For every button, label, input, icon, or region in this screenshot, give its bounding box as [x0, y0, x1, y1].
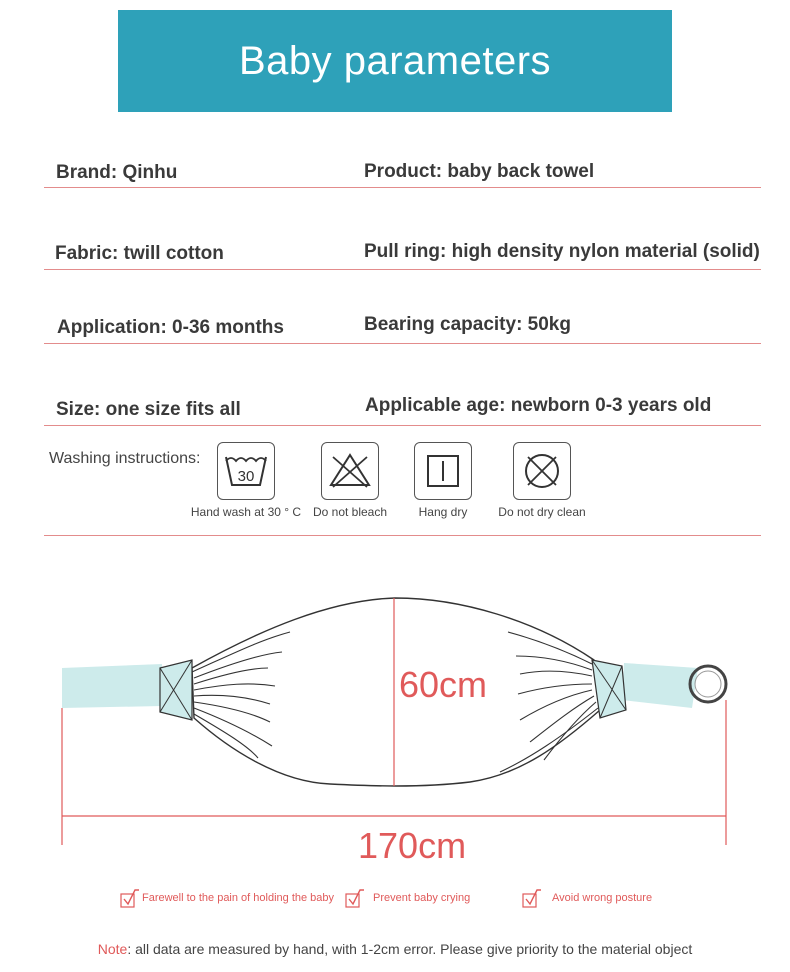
- wash-caption: Do not dry clean: [498, 505, 586, 519]
- page-title-banner: [118, 10, 672, 112]
- wash-caption: Hang dry: [418, 505, 468, 519]
- param-bearing-capacity: Bearing capacity: 50kg: [364, 314, 571, 335]
- param-applicable-age: Applicable age: newborn 0-3 years old: [365, 395, 712, 416]
- wash-item-do-not-bleach: [296, 442, 404, 519]
- benefit-item: [345, 888, 470, 908]
- right-strap: [622, 663, 698, 708]
- height-label: 60cm: [399, 664, 488, 705]
- pull-ring: [690, 666, 726, 702]
- benefit-label: Avoid wrong posture: [552, 892, 653, 904]
- param-application: Application: 0-36 months: [57, 317, 284, 338]
- note-text: : all data are measured by hand, with 1-2cm error. Please give priority to the material object: [127, 941, 693, 957]
- param-row: [44, 305, 761, 344]
- wash-caption: Hand wash at 30 ° C: [190, 505, 302, 519]
- left-strap: [62, 664, 162, 708]
- param-pull-ring: Pull ring: high density nylon material (solid): [364, 241, 760, 262]
- wash-caption: Do not bleach: [312, 505, 388, 519]
- checkbox-icon: [522, 888, 542, 908]
- measurement-note: [0, 941, 790, 957]
- left-buckle: [160, 660, 192, 720]
- note-prefix: Note: [97, 941, 128, 957]
- param-row: [44, 150, 761, 188]
- towel-body: [192, 598, 600, 786]
- benefit-label: Prevent baby crying: [373, 892, 471, 904]
- do-not-dry-clean-icon: [513, 442, 571, 500]
- hang-dry-icon: [414, 442, 472, 500]
- width-label: 170cm: [358, 825, 467, 866]
- benefit-item: [522, 888, 652, 908]
- checkbox-icon: [120, 888, 140, 908]
- row-divider: [44, 269, 761, 270]
- hand-wash-30-icon: [217, 442, 275, 500]
- row-divider: [44, 187, 761, 188]
- param-row: [44, 230, 761, 270]
- param-brand: Brand: Qinhu: [56, 162, 178, 183]
- do-not-bleach-icon: [321, 442, 379, 500]
- washing-instructions-label: Washing instructions:: [49, 450, 201, 467]
- param-product: Product: baby back towel: [364, 161, 595, 182]
- page-title: Baby parameters: [238, 38, 552, 83]
- wash-item-hand-wash: [187, 442, 305, 519]
- checkbox-icon: [345, 888, 365, 908]
- benefit-label: Farewell to the pain of holding the baby: [142, 892, 335, 904]
- param-fabric: Fabric: twill cotton: [55, 243, 224, 264]
- param-row: [44, 385, 761, 426]
- benefit-item: [120, 888, 334, 908]
- row-divider: [44, 343, 761, 344]
- wash-item-do-not-dry-clean: [486, 442, 598, 519]
- svg-text:30: 30: [237, 468, 255, 485]
- wash-item-hang-dry: [397, 442, 489, 519]
- row-divider: [44, 425, 761, 426]
- param-size: Size: one size fits all: [56, 399, 241, 420]
- section-divider: [44, 535, 761, 536]
